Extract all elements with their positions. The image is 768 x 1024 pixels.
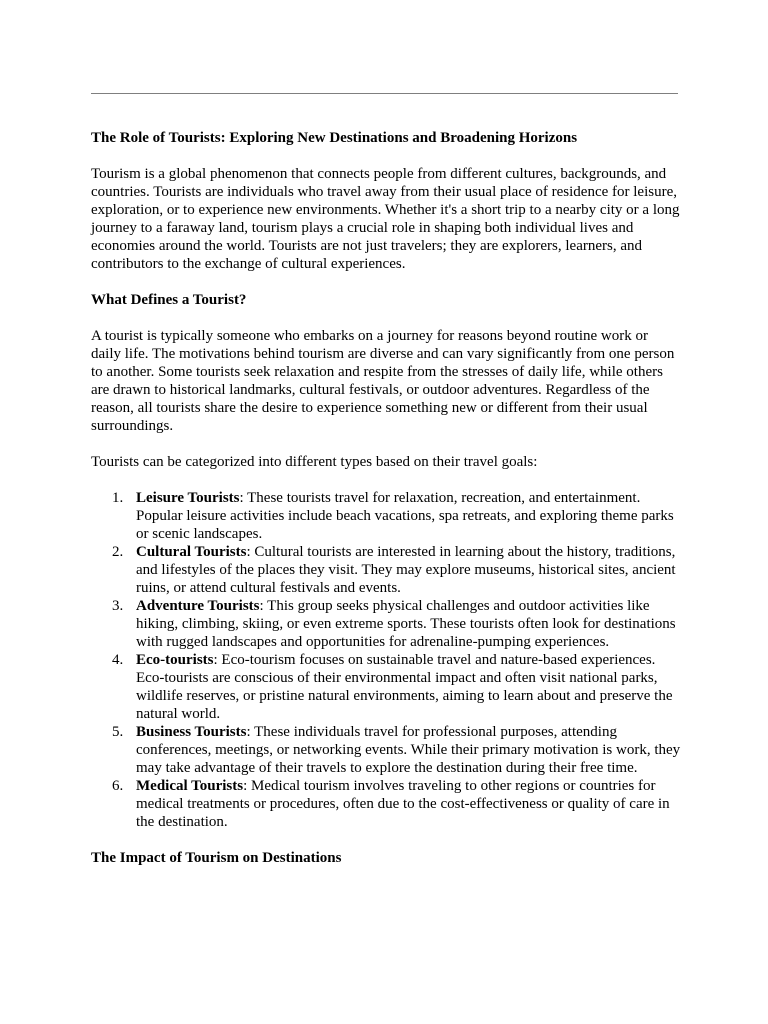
list-item	[112, 777, 681, 831]
intro-paragraph: Tourism is a global phenomenon that connects people from different cultures, backgrounds, and countries. Tourists are individuals who travel away from their usual place of residence for leisure, exploration, or to experience new environments. Whether it's a short trip to a nearby city or a long journey to a faraway land, tourism plays a crucial role in shaping both individual lives and economies around the world. Tourists are not just travelers; they are explorers, learners, and contributors to the exchange of cultural experiences.	[91, 166, 680, 272]
list-item-description: : These individuals travel for professional purposes, attending conferences, meetings, or networking events. While their primary motivation is work, they may take advantage of their travels to explore the destination during their free time.	[136, 724, 681, 776]
section-paragraph-what-defines: A tourist is typically someone who embarks on a journey for reasons beyond routine work or daily life. The motivations behind tourism are diverse and can vary significantly from one person to another. Some tourists seek relaxation and respite from the stresses of daily life, while others are drawn to historical landmarks, cultural festivals, or outdoor adventures. Regardless of the reason, all tourists share the desire to experience something new or different from their usual surroundings.	[91, 328, 675, 434]
list-item-description: : Cultural tourists are interested in learning about the history, traditions, and lifestyles of the places they visit. They may explore museums, historical sites, ancient ruins, or attend cultural festivals and events.	[136, 544, 676, 596]
list-item-term: Eco-tourists	[136, 652, 214, 668]
list-item-number: 6.	[112, 778, 124, 794]
list-item-number: 3.	[112, 598, 124, 614]
list-item-description: : Eco-tourism focuses on sustainable travel and nature-based experiences. Eco-tourists are conscious of their environmental impact and often visit national parks, wildlife reserves, or pristine natural environments, aiming to learn about and preserve the natural world.	[136, 652, 673, 722]
list-item-description: : This group seeks physical challenges and outdoor activities like hiking, climbing, skiing, or even extreme sports. These tourists often look for destinations with rugged landscapes and opportunities for adrenaline-pumping experiences.	[136, 598, 676, 650]
list-item	[112, 543, 681, 597]
list-item-term: Medical Tourists	[136, 778, 244, 794]
section-heading-what-defines: What Defines a Tourist?	[91, 292, 247, 308]
list-item-term: Business Tourists	[136, 724, 247, 740]
document-title: The Role of Tourists: Exploring New Destinations and Broadening Horizons	[91, 130, 578, 146]
list-item-number: 2.	[112, 544, 124, 560]
list-item	[112, 723, 681, 777]
list-item-description: : Medical tourism involves traveling to other regions or countries for medical treatments or procedures, often due to the cost-effectiveness or quality of care in the destination.	[136, 778, 670, 830]
list-item-number: 5.	[112, 724, 124, 740]
list-item-term: Adventure Tourists	[136, 598, 260, 614]
header-rule	[91, 93, 678, 94]
list-item-number: 4.	[112, 652, 124, 668]
list-item-number: 1.	[112, 490, 124, 506]
document-body	[91, 129, 681, 867]
list-item	[112, 597, 681, 651]
list-item-description: : These tourists travel for relaxation, recreation, and entertainment. Popular leisure activities include beach vacations, spa retreats, and exploring theme parks or scenic landscapes.	[136, 490, 674, 542]
section-heading-impact: The Impact of Tourism on Destinations	[91, 850, 342, 866]
list-item-term: Cultural Tourists	[136, 544, 247, 560]
list-item	[112, 489, 681, 543]
list-item-term: Leisure Tourists	[136, 490, 240, 506]
tourist-types-list	[91, 489, 681, 831]
list-item	[112, 651, 681, 723]
types-intro-paragraph: Tourists can be categorized into different types based on their travel goals:	[91, 454, 538, 470]
